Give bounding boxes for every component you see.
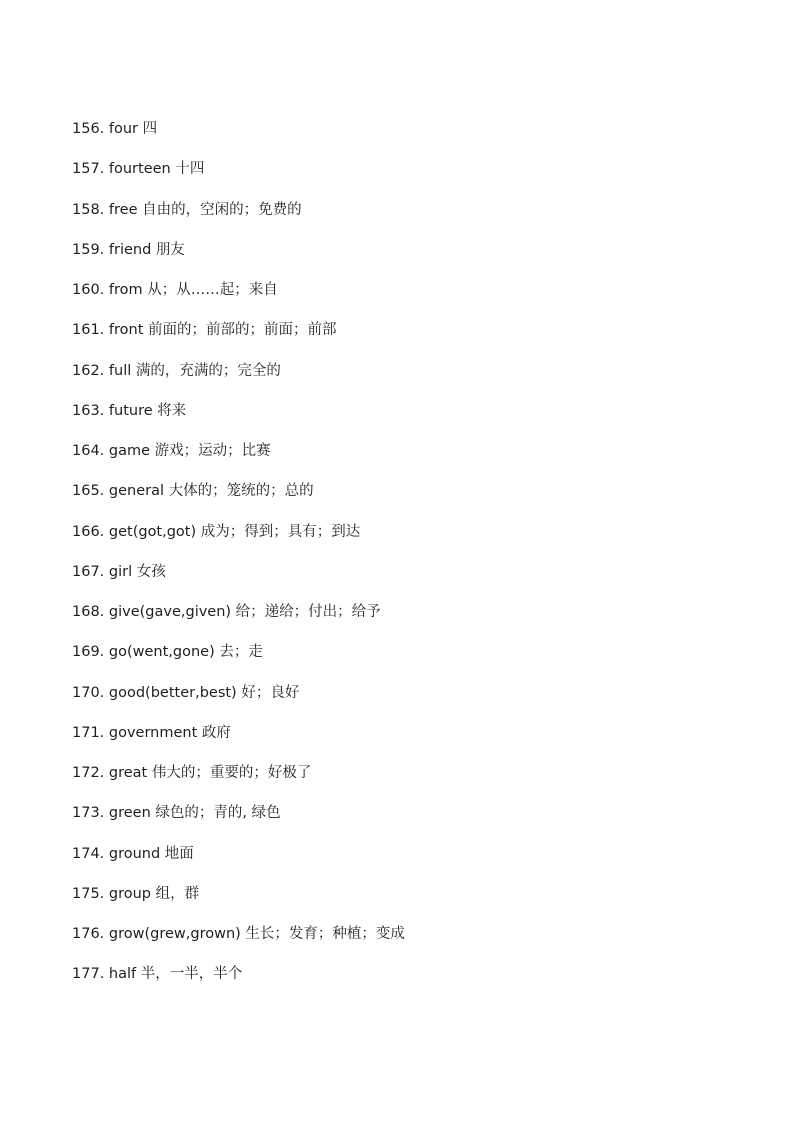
vocabulary-entry: 158. free 自由的，空闲的；免费的 — [72, 201, 302, 218]
vocabulary-entry: 168. give(gave,given) 给；递给；付出；给予 — [72, 604, 381, 620]
vocabulary-entry: 172. great 伟大的；重要的；好极了 — [72, 765, 312, 781]
vocabulary-entry: 165. general 大体的；笼统的；总的 — [72, 483, 314, 500]
vocabulary-entry: 157. fourteen 十四 — [72, 161, 205, 178]
vocabulary-entry: 167. girl 女孩 — [72, 563, 166, 580]
vocabulary-entry: 175. group 组，群 — [72, 885, 200, 902]
vocabulary-entry: 174. ground 地面 — [72, 845, 194, 862]
vocabulary-list — [72, 118, 732, 1004]
vocabulary-entry: 162. full 满的，充满的；完全的 — [72, 362, 281, 379]
vocabulary-entry: 173. green 绿色的；青的, 绿色 — [72, 805, 281, 822]
vocabulary-entry: 171. government 政府 — [72, 724, 231, 741]
vocabulary-entry: 160. from 从；从……起；来自 — [72, 282, 278, 298]
vocabulary-entry: 159. friend 朋友 — [72, 241, 185, 258]
vocabulary-entry: 161. front 前面的；前部的；前面；前部 — [72, 322, 337, 339]
vocabulary-entry: 164. game 游戏；运动；比赛 — [72, 443, 271, 459]
vocabulary-entry: 177. half 半，一半，半个 — [72, 966, 243, 983]
vocabulary-entry: 163. future 将来 — [72, 402, 187, 419]
vocabulary-entry: 176. grow(grew,grown) 生长；发育；种植；变成 — [72, 926, 405, 942]
vocabulary-entry: 169. go(went,gone) 去；走 — [72, 644, 263, 661]
vocabulary-entry: 166. get(got,got) 成为；得到；具有；到达 — [72, 523, 361, 540]
vocabulary-entry: 156. four 四 — [72, 121, 158, 137]
vocabulary-entry: 170. good(better,best) 好；良好 — [72, 684, 300, 701]
